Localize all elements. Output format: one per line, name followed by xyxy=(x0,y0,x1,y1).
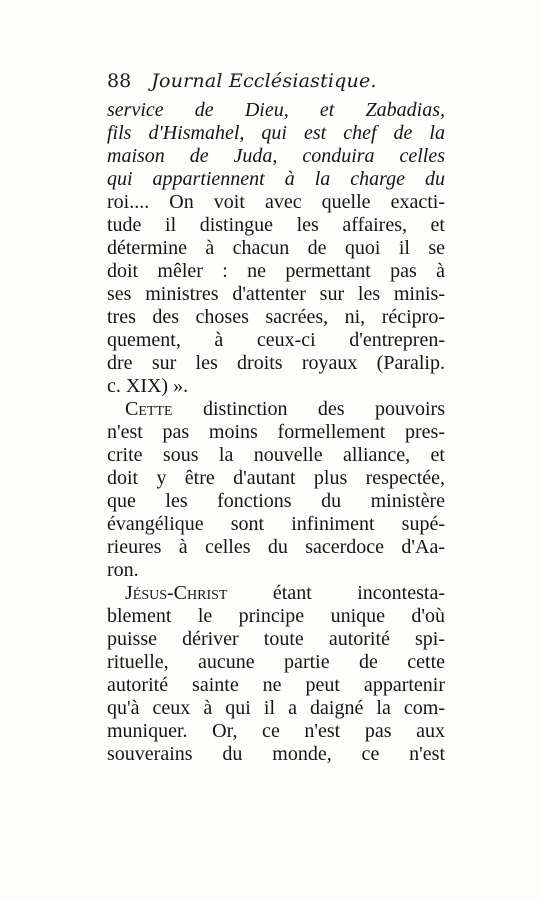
text-line: c. XIX) ». xyxy=(107,375,189,397)
text-line: qu'à ceux à qui il a daigné la com- xyxy=(107,697,445,719)
text-line: maison de Juda, conduira celles xyxy=(107,145,445,167)
text-line: qui appartiennent à la charge du xyxy=(107,168,445,190)
paragraph-start-line: Cette distinction des pouvoirs xyxy=(125,398,445,420)
text-line: crite sous la nouvelle alliance, et xyxy=(107,444,445,466)
text-line: service de Dieu, et Zabadias, xyxy=(107,99,445,121)
text-line: détermine à chacun de quoi il se xyxy=(107,237,445,259)
text-line: doit y être d'autant plus respectée, xyxy=(107,467,445,489)
text-line: souverains du monde, ce n'est xyxy=(107,743,445,765)
small-caps-word: Jésus-Christ xyxy=(125,582,228,604)
text-line: ses ministres d'attenter sur les minis- xyxy=(107,283,445,305)
text-line: blement le principe unique d'où xyxy=(107,605,445,627)
text-line: autorité sainte ne peut appartenir xyxy=(107,674,445,696)
text-line: ron. xyxy=(107,559,139,581)
running-head: Journal Ecclésiastique. xyxy=(151,70,377,92)
text-line: tres des choses sacrées, ni, récipro- xyxy=(107,306,445,328)
text-line: muniquer. Or, ce n'est pas aux xyxy=(107,720,445,742)
text-line: fils d'Hismahel, qui est chef de la xyxy=(107,122,445,144)
text-line: doit mêler : ne permettant pas à xyxy=(107,260,445,282)
text-line: rituelle, aucune partie de cette xyxy=(107,651,445,673)
small-caps-word: Cette xyxy=(125,398,173,420)
page-number: 88 xyxy=(107,70,132,92)
text-line: puisse dériver toute autorité spi- xyxy=(107,628,445,650)
body-text xyxy=(107,99,445,766)
page-header xyxy=(107,70,457,92)
text-line: que les fonctions du ministère xyxy=(107,490,445,512)
text-line: rieures à celles du sacerdoce d'Aa- xyxy=(107,536,445,558)
text-line: n'est pas moins formellement pres- xyxy=(107,421,445,443)
text-line: roi.... On voit avec quelle exacti- xyxy=(107,191,445,213)
text-line: tude il distingue les affaires, et xyxy=(107,214,445,236)
text-line: dre sur les droits royaux (Paralip. xyxy=(107,352,445,374)
text-line: quement, à ceux-ci d'entrepren- xyxy=(107,329,445,351)
text-line: évangélique sont infiniment supé- xyxy=(107,513,445,535)
paragraph-start-line: Jésus-Christ étant incontesta- xyxy=(125,582,445,604)
